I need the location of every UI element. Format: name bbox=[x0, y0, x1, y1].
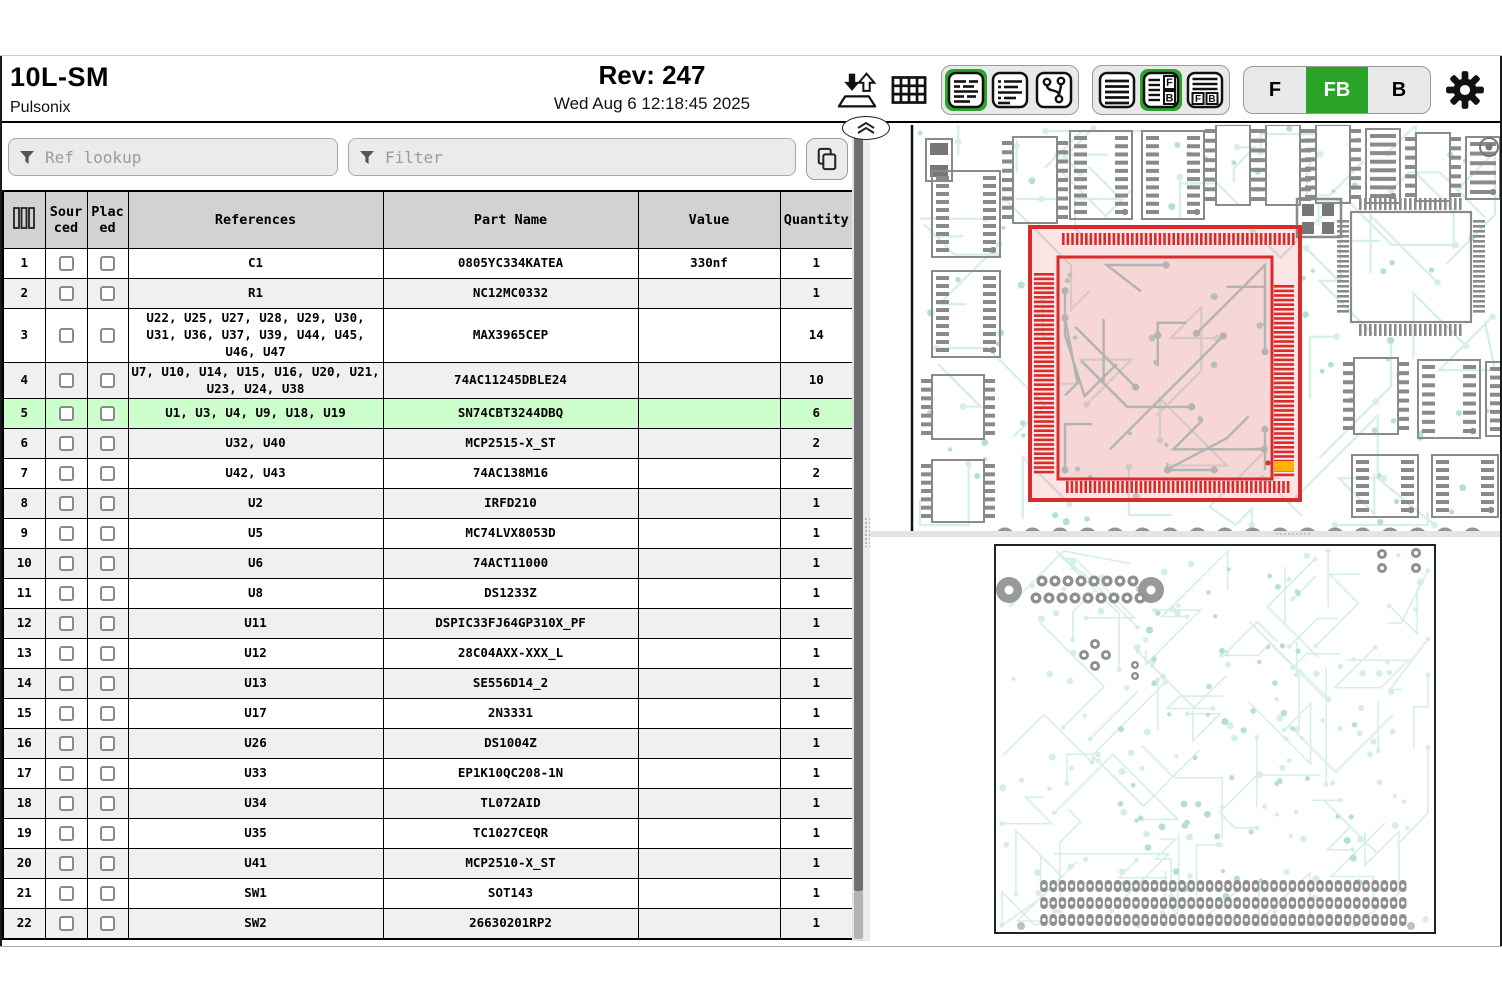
bom-row[interactable] bbox=[3, 309, 853, 363]
funnel-icon bbox=[359, 150, 375, 165]
row-number: 10 bbox=[3, 549, 45, 579]
placed-cell bbox=[87, 849, 128, 879]
placed-cell bbox=[87, 669, 128, 699]
filter-row bbox=[2, 125, 852, 190]
pcb-back-canvas[interactable] bbox=[870, 537, 1500, 941]
placed-checkbox[interactable] bbox=[100, 328, 115, 343]
sourced-cell bbox=[45, 362, 87, 399]
placed-cell bbox=[87, 789, 128, 819]
columns-icon bbox=[13, 206, 35, 230]
value-cell bbox=[638, 759, 780, 789]
bom-row[interactable] bbox=[3, 429, 853, 459]
quantity-cell: 1 bbox=[780, 639, 853, 669]
sourced-cell bbox=[45, 429, 87, 459]
sourced-checkbox[interactable] bbox=[59, 256, 74, 271]
placed-cell bbox=[87, 429, 128, 459]
bom-row[interactable] bbox=[3, 279, 853, 309]
pcb-front-canvas[interactable] bbox=[870, 125, 1500, 531]
part-name-cell[interactable]: SOT143 bbox=[383, 879, 638, 909]
placed-checkbox[interactable] bbox=[100, 436, 115, 451]
sourced-cell bbox=[45, 399, 87, 429]
placed-checkbox[interactable] bbox=[100, 676, 115, 691]
value-cell: 330nf bbox=[638, 249, 780, 279]
revision-label: Rev: 247 bbox=[598, 60, 706, 90]
references-cell[interactable]: U11 bbox=[128, 609, 383, 639]
value-cell bbox=[638, 729, 780, 759]
placed-cell bbox=[87, 909, 128, 940]
pcb-back-view[interactable] bbox=[870, 537, 1500, 941]
placed-header[interactable]: Placed bbox=[87, 191, 128, 249]
svg-text:F: F bbox=[1194, 94, 1202, 105]
references-cell[interactable]: U35 bbox=[128, 819, 383, 849]
sourced-checkbox[interactable] bbox=[59, 736, 74, 751]
quantity-cell: 1 bbox=[780, 519, 853, 549]
netlist-button[interactable] bbox=[1033, 69, 1075, 111]
quantity-cell: 10 bbox=[780, 362, 853, 399]
references-cell[interactable]: U1, U3, U4, U9, U18, U19 bbox=[128, 399, 383, 429]
layout-top-bottom-button[interactable] bbox=[1184, 69, 1226, 111]
bom-row[interactable] bbox=[3, 909, 853, 940]
quantity-header[interactable]: Quantity bbox=[780, 191, 853, 249]
quantity-cell: 1 bbox=[780, 849, 853, 879]
revision-block bbox=[492, 60, 812, 114]
references-cell[interactable]: C1 bbox=[128, 249, 383, 279]
sourced-header[interactable]: Sourced bbox=[45, 191, 87, 249]
header bbox=[2, 56, 1500, 121]
part-name-cell[interactable]: DSPIC33FJ64GP310X_PF bbox=[383, 609, 638, 639]
save-icon[interactable] bbox=[837, 70, 877, 110]
row-number: 2 bbox=[3, 279, 45, 309]
quantity-cell: 1 bbox=[780, 249, 853, 279]
part-name-cell[interactable]: SE556D14_2 bbox=[383, 669, 638, 699]
bom-row[interactable] bbox=[3, 549, 853, 579]
bom-row[interactable] bbox=[3, 699, 853, 729]
references-cell[interactable]: SW1 bbox=[128, 879, 383, 909]
references-cell[interactable]: U12 bbox=[128, 639, 383, 669]
row-number: 19 bbox=[3, 819, 45, 849]
sourced-cell bbox=[45, 459, 87, 489]
placed-checkbox[interactable] bbox=[100, 916, 115, 931]
bom-row[interactable] bbox=[3, 879, 853, 909]
collapse-panel-button[interactable] bbox=[842, 116, 890, 140]
quantity-cell: 1 bbox=[780, 699, 853, 729]
value-cell bbox=[638, 819, 780, 849]
sourced-cell bbox=[45, 519, 87, 549]
row-number: 11 bbox=[3, 579, 45, 609]
quantity-cell: 1 bbox=[780, 669, 853, 699]
row-number: 3 bbox=[3, 309, 45, 363]
sourced-checkbox[interactable] bbox=[59, 646, 74, 661]
placed-cell bbox=[87, 639, 128, 669]
value-cell bbox=[638, 489, 780, 519]
part-name-cell[interactable]: 74ACT11000 bbox=[383, 549, 638, 579]
layer-front-back-button[interactable]: FB bbox=[1306, 67, 1368, 113]
references-cell[interactable]: U6 bbox=[128, 549, 383, 579]
part-name-cell[interactable]: 2N3331 bbox=[383, 699, 638, 729]
quantity-cell: 1 bbox=[780, 789, 853, 819]
placed-cell bbox=[87, 249, 128, 279]
value-header[interactable]: Value bbox=[638, 191, 780, 249]
row-number: 12 bbox=[3, 609, 45, 639]
bom-view-group bbox=[941, 65, 1079, 115]
placed-checkbox[interactable] bbox=[100, 586, 115, 601]
row-number: 4 bbox=[3, 362, 45, 399]
sourced-checkbox[interactable] bbox=[59, 373, 74, 388]
value-cell bbox=[638, 399, 780, 429]
part-name-cell[interactable]: DS1233Z bbox=[383, 579, 638, 609]
layer-toggle-group bbox=[1243, 66, 1431, 114]
pcb-panel bbox=[870, 125, 1500, 941]
sourced-cell bbox=[45, 489, 87, 519]
bom-row[interactable] bbox=[3, 669, 853, 699]
placed-cell bbox=[87, 879, 128, 909]
sourced-checkbox[interactable] bbox=[59, 586, 74, 601]
quantity-cell: 14 bbox=[780, 309, 853, 363]
placed-checkbox[interactable] bbox=[100, 826, 115, 841]
quantity-cell: 1 bbox=[780, 489, 853, 519]
row-number: 7 bbox=[3, 459, 45, 489]
placed-cell bbox=[87, 489, 128, 519]
value-cell bbox=[638, 609, 780, 639]
company-name: Pulsonix bbox=[10, 99, 71, 116]
part-name-cell[interactable]: DS1004Z bbox=[383, 729, 638, 759]
part-name-cell[interactable]: 74AC11245DBLE24 bbox=[383, 362, 638, 399]
value-cell bbox=[638, 579, 780, 609]
filter-input[interactable] bbox=[383, 147, 795, 168]
bom-panel bbox=[2, 125, 852, 941]
references-cell[interactable]: U2 bbox=[128, 489, 383, 519]
ref-lookup-field[interactable] bbox=[8, 138, 338, 176]
placed-checkbox[interactable] bbox=[100, 736, 115, 751]
sourced-checkbox[interactable] bbox=[59, 886, 74, 901]
row-number: 5 bbox=[3, 399, 45, 429]
placed-cell bbox=[87, 729, 128, 759]
sourced-checkbox[interactable] bbox=[59, 796, 74, 811]
placed-checkbox[interactable] bbox=[100, 706, 115, 721]
placed-checkbox[interactable] bbox=[100, 766, 115, 781]
quantity-cell: 1 bbox=[780, 579, 853, 609]
quantity-cell: 1 bbox=[780, 729, 853, 759]
bom-row[interactable] bbox=[3, 819, 853, 849]
copy-icon bbox=[816, 147, 838, 171]
quantity-cell: 1 bbox=[780, 609, 853, 639]
part-name-cell[interactable]: IRFD210 bbox=[383, 489, 638, 519]
row-number: 21 bbox=[3, 879, 45, 909]
sourced-cell bbox=[45, 579, 87, 609]
value-cell bbox=[638, 909, 780, 940]
svg-text:B: B bbox=[1208, 94, 1216, 105]
sourced-checkbox[interactable] bbox=[59, 616, 74, 631]
bom-row[interactable] bbox=[3, 362, 853, 399]
page-title: 10L-SM bbox=[10, 62, 110, 92]
placed-cell bbox=[87, 699, 128, 729]
sourced-cell bbox=[45, 669, 87, 699]
sourced-checkbox[interactable] bbox=[59, 406, 74, 421]
split-front-label: F bbox=[1166, 77, 1173, 89]
part-name-cell[interactable]: 74AC138M16 bbox=[383, 459, 638, 489]
timestamp: Wed Aug 6 12:18:45 2025 bbox=[553, 94, 751, 113]
row-number: 13 bbox=[3, 639, 45, 669]
quantity-cell: 2 bbox=[780, 459, 853, 489]
part-name-cell[interactable]: TL072AID bbox=[383, 789, 638, 819]
row-number: 20 bbox=[3, 849, 45, 879]
references-cell[interactable]: U7, U10, U14, U15, U16, U20, U21, U23, U24, U38 bbox=[128, 362, 383, 399]
value-cell bbox=[638, 849, 780, 879]
part-name-cell[interactable]: TC1027CEQR bbox=[383, 819, 638, 849]
quantity-cell: 1 bbox=[780, 879, 853, 909]
placed-cell bbox=[87, 549, 128, 579]
part-name-cell[interactable]: MCP2515-X_ST bbox=[383, 429, 638, 459]
chevrons-up-icon bbox=[851, 119, 881, 137]
quantity-cell: 1 bbox=[780, 279, 853, 309]
references-cell[interactable]: U8 bbox=[128, 579, 383, 609]
sourced-checkbox[interactable] bbox=[59, 556, 74, 571]
part-name-cell[interactable]: 0805YC334KATEA bbox=[383, 249, 638, 279]
canvas-divider-handle bbox=[1275, 532, 1311, 536]
stats-grid-icon[interactable] bbox=[890, 73, 928, 107]
settings-gear-icon[interactable] bbox=[1444, 69, 1486, 111]
copy-table-button[interactable] bbox=[806, 138, 848, 180]
sourced-checkbox[interactable] bbox=[59, 526, 74, 541]
value-cell bbox=[638, 362, 780, 399]
placed-cell bbox=[87, 579, 128, 609]
sourced-checkbox[interactable] bbox=[59, 286, 74, 301]
value-cell bbox=[638, 519, 780, 549]
funnel-icon bbox=[19, 150, 35, 165]
part-name-cell[interactable]: MAX3965CEP bbox=[383, 309, 638, 363]
references-header[interactable]: References bbox=[128, 191, 383, 249]
references-cell[interactable]: U17 bbox=[128, 699, 383, 729]
layout-left-right-button[interactable] bbox=[1140, 69, 1182, 111]
sourced-checkbox[interactable] bbox=[59, 436, 74, 451]
sourced-checkbox[interactable] bbox=[59, 328, 74, 343]
bom-row[interactable] bbox=[3, 609, 853, 639]
placed-cell bbox=[87, 279, 128, 309]
row-number: 9 bbox=[3, 519, 45, 549]
bom-row[interactable] bbox=[3, 789, 853, 819]
value-cell bbox=[638, 279, 780, 309]
row-number: 6 bbox=[3, 429, 45, 459]
value-cell bbox=[638, 549, 780, 579]
layout-bom-only-button[interactable] bbox=[1096, 69, 1138, 111]
sourced-cell bbox=[45, 609, 87, 639]
bom-table bbox=[2, 190, 854, 940]
layer-front-button[interactable]: F bbox=[1268, 78, 1282, 101]
value-cell bbox=[638, 669, 780, 699]
placed-checkbox[interactable] bbox=[100, 796, 115, 811]
references-cell[interactable]: U22, U25, U27, U28, U29, U30, U31, U36, U37, U39, U44, U45, U46, U47 bbox=[128, 309, 383, 363]
sourced-cell bbox=[45, 249, 87, 279]
bom-row[interactable] bbox=[3, 519, 853, 549]
bom-row[interactable] bbox=[3, 399, 853, 429]
bom-ungrouped-button[interactable] bbox=[989, 69, 1031, 111]
quantity-cell: 2 bbox=[780, 429, 853, 459]
references-cell[interactable]: U42, U43 bbox=[128, 459, 383, 489]
placed-checkbox[interactable] bbox=[100, 286, 115, 301]
bottom-border bbox=[0, 946, 1502, 947]
part-name-header[interactable]: Part Name bbox=[383, 191, 638, 249]
layer-back-button[interactable]: B bbox=[1391, 78, 1407, 101]
bom-row[interactable] bbox=[3, 489, 853, 519]
sourced-cell bbox=[45, 789, 87, 819]
part-name-cell[interactable]: 26630201RP2 bbox=[383, 909, 638, 940]
value-cell bbox=[638, 639, 780, 669]
layout-group bbox=[1092, 65, 1230, 115]
bom-row[interactable] bbox=[3, 579, 853, 609]
references-cell[interactable]: U34 bbox=[128, 789, 383, 819]
placed-checkbox[interactable] bbox=[100, 556, 115, 571]
sourced-cell bbox=[45, 279, 87, 309]
part-name-cell[interactable]: 28C04AXX-XXX_L bbox=[383, 639, 638, 669]
placed-cell bbox=[87, 362, 128, 399]
row-number: 1 bbox=[3, 249, 45, 279]
references-cell[interactable]: U26 bbox=[128, 729, 383, 759]
sourced-cell bbox=[45, 309, 87, 363]
value-cell bbox=[638, 699, 780, 729]
part-name-cell[interactable]: MC74LVX8053D bbox=[383, 519, 638, 549]
row-number: 14 bbox=[3, 669, 45, 699]
references-cell[interactable]: U33 bbox=[128, 759, 383, 789]
header-divider bbox=[2, 121, 1500, 123]
quantity-cell: 1 bbox=[780, 759, 853, 789]
placed-checkbox[interactable] bbox=[100, 526, 115, 541]
sourced-checkbox[interactable] bbox=[59, 916, 74, 931]
part-name-cell[interactable]: SN74CBT3244DBQ bbox=[383, 399, 638, 429]
scrollbar-thumb[interactable] bbox=[854, 125, 863, 891]
references-cell[interactable]: U41 bbox=[128, 849, 383, 879]
value-cell bbox=[638, 459, 780, 489]
references-cell[interactable]: U5 bbox=[128, 519, 383, 549]
sourced-checkbox[interactable] bbox=[59, 826, 74, 841]
value-cell bbox=[638, 309, 780, 363]
placed-checkbox[interactable] bbox=[100, 466, 115, 481]
placed-checkbox[interactable] bbox=[100, 886, 115, 901]
sourced-cell bbox=[45, 879, 87, 909]
bom-grouped-button[interactable] bbox=[945, 69, 987, 111]
pcb-front-view[interactable] bbox=[870, 125, 1500, 531]
sourced-cell bbox=[45, 699, 87, 729]
quantity-cell: 1 bbox=[780, 549, 853, 579]
placed-cell bbox=[87, 459, 128, 489]
part-name-cell[interactable]: NC12MC0332 bbox=[383, 279, 638, 309]
sourced-cell bbox=[45, 639, 87, 669]
sourced-checkbox[interactable] bbox=[59, 706, 74, 721]
bom-row[interactable] bbox=[3, 459, 853, 489]
value-cell bbox=[638, 879, 780, 909]
filter-field[interactable] bbox=[348, 138, 796, 176]
scrollbar-thumb-end bbox=[854, 891, 863, 939]
column-drag-header[interactable] bbox=[3, 191, 45, 249]
bom-row[interactable] bbox=[3, 249, 853, 279]
placed-checkbox[interactable] bbox=[100, 646, 115, 661]
references-cell[interactable]: SW2 bbox=[128, 909, 383, 940]
sourced-cell bbox=[45, 729, 87, 759]
bom-row[interactable] bbox=[3, 849, 853, 879]
part-name-cell[interactable]: MCP2510-X_ST bbox=[383, 849, 638, 879]
row-number: 16 bbox=[3, 729, 45, 759]
placed-cell bbox=[87, 519, 128, 549]
quantity-cell: 1 bbox=[780, 819, 853, 849]
placed-checkbox[interactable] bbox=[100, 256, 115, 271]
row-number: 8 bbox=[3, 489, 45, 519]
placed-checkbox[interactable] bbox=[100, 373, 115, 388]
bom-row[interactable] bbox=[3, 639, 853, 669]
value-cell bbox=[638, 429, 780, 459]
row-number: 17 bbox=[3, 759, 45, 789]
sourced-checkbox[interactable] bbox=[59, 496, 74, 511]
placed-cell bbox=[87, 759, 128, 789]
sourced-checkbox[interactable] bbox=[59, 676, 74, 691]
sourced-checkbox[interactable] bbox=[59, 766, 74, 781]
references-cell[interactable]: U32, U40 bbox=[128, 429, 383, 459]
quantity-cell: 1 bbox=[780, 909, 853, 940]
sourced-cell bbox=[45, 549, 87, 579]
placed-cell bbox=[87, 819, 128, 849]
bom-row[interactable] bbox=[3, 759, 853, 789]
placed-cell bbox=[87, 609, 128, 639]
placed-checkbox[interactable] bbox=[100, 406, 115, 421]
svg-text:B: B bbox=[1165, 92, 1174, 105]
row-number: 22 bbox=[3, 909, 45, 940]
placed-checkbox[interactable] bbox=[100, 856, 115, 871]
placed-checkbox[interactable] bbox=[100, 496, 115, 511]
references-cell[interactable]: U13 bbox=[128, 669, 383, 699]
sourced-cell bbox=[45, 759, 87, 789]
toolbar bbox=[837, 64, 1486, 116]
placed-cell bbox=[87, 399, 128, 429]
row-number: 15 bbox=[3, 699, 45, 729]
sourced-cell bbox=[45, 909, 87, 940]
quantity-cell: 6 bbox=[780, 399, 853, 429]
part-name-cell[interactable]: EP1K10QC208-1N bbox=[383, 759, 638, 789]
bom-row[interactable] bbox=[3, 729, 853, 759]
placed-cell bbox=[87, 309, 128, 363]
bom-scrollbar[interactable] bbox=[852, 125, 864, 941]
references-cell[interactable]: R1 bbox=[128, 279, 383, 309]
ref-lookup-input[interactable] bbox=[43, 147, 337, 168]
bom-header-row bbox=[3, 191, 853, 249]
value-cell bbox=[638, 789, 780, 819]
row-number: 18 bbox=[3, 789, 45, 819]
placed-checkbox[interactable] bbox=[100, 616, 115, 631]
sourced-checkbox[interactable] bbox=[59, 466, 74, 481]
sourced-checkbox[interactable] bbox=[59, 856, 74, 871]
sourced-cell bbox=[45, 819, 87, 849]
sourced-cell bbox=[45, 849, 87, 879]
